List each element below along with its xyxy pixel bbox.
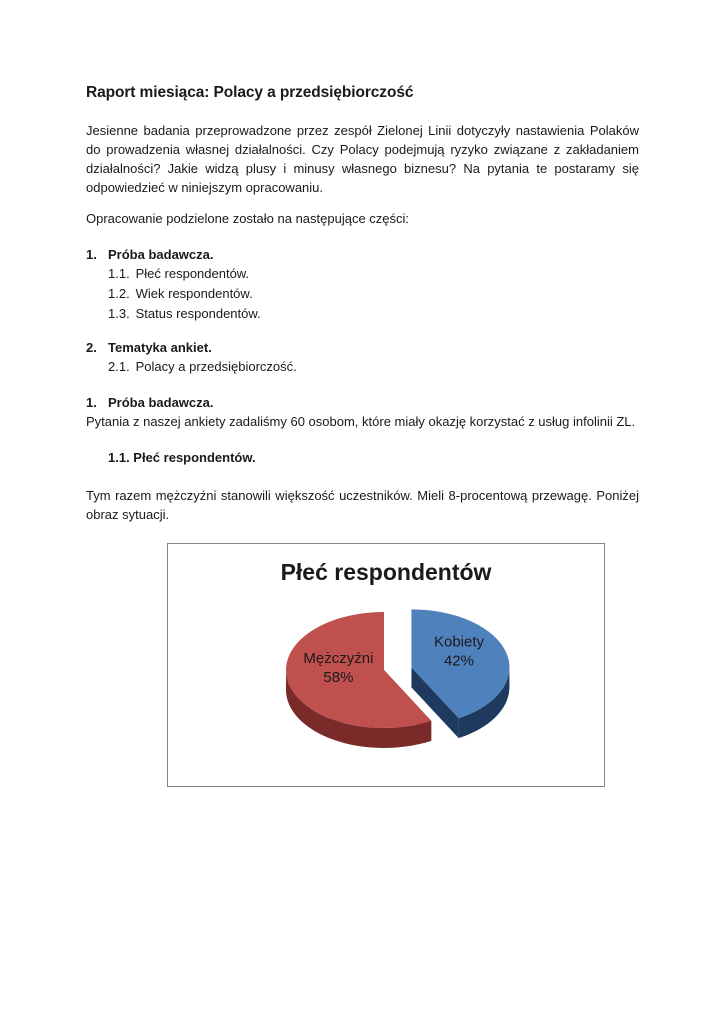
pie-chart: [168, 544, 604, 786]
section-title: Próba badawcza.: [108, 395, 214, 410]
toc-section-1: [86, 245, 639, 324]
intro-paragraph: Jesienne badania przeprowadzone przez zespół Zielonej Linii dotyczyły nastawienia Polaków do prowadzenia własnej działalności. Czy Polacy podejmują ryzyko związane z zakładaniem działalności? Jakie widzą plusy i minusy własnego biznesu? Na pytania te postaramy się odpowiedzieć w niniejszym opracowaniu.: [86, 123, 639, 195]
toc-subnumber: 2.1.: [108, 359, 130, 374]
chart-title: Płeć respondentów: [280, 559, 492, 585]
toc-subnumber: 1.3.: [108, 306, 130, 321]
toc-sublabel: Status respondentów.: [135, 306, 261, 321]
toc-subitem: [86, 304, 639, 324]
toc-subitem: [86, 264, 639, 284]
subsection-body: Tym razem mężczyźni stanowili większość uczestników. Mieli 8-procentową przewagę. Poniżej obraz sytuacji.: [86, 488, 639, 522]
toc-number: 2.: [86, 340, 97, 355]
toc-subitem: [86, 284, 639, 304]
toc-subitem: [86, 357, 639, 377]
toc-subnumber: 1.2.: [108, 286, 130, 301]
toc-label: Próba badawcza.: [108, 247, 214, 262]
toc-section-2: [86, 338, 639, 377]
toc-number: 1.: [86, 247, 97, 262]
slice-percent-label: 42%: [443, 652, 475, 670]
report-title: Raport miesiąca: Polacy a przedsiębiorczość: [86, 84, 414, 101]
toc-sublabel: Płeć respondentów.: [135, 266, 250, 281]
slice-category-label: Mężczyźni: [303, 649, 374, 667]
toc-sublabel: Polacy a przedsiębiorczość.: [135, 359, 297, 374]
subsection-heading: 1.1. Płeć respondentów.: [108, 450, 256, 465]
pie-slice-men: [286, 612, 431, 748]
slice-percent-label: 58%: [323, 668, 354, 686]
parts-intro: Opracowanie podzielone zostało na następujące części:: [86, 211, 410, 226]
slice-category-label: Kobiety: [433, 633, 485, 651]
section-heading: [86, 393, 639, 412]
toc-item: [86, 245, 639, 264]
toc-label: Tematyka ankiet.: [108, 340, 212, 355]
chart-frame: [167, 543, 605, 787]
toc-item: [86, 338, 639, 357]
toc-subnumber: 1.1.: [108, 266, 130, 281]
section-number: 1.: [86, 395, 97, 410]
section-body: Pytania z naszej ankiety zadaliśmy 60 osobom, które miały okazję korzystać z usług infolinii ZL.: [86, 414, 636, 429]
toc-sublabel: Wiek respondentów.: [135, 286, 253, 301]
